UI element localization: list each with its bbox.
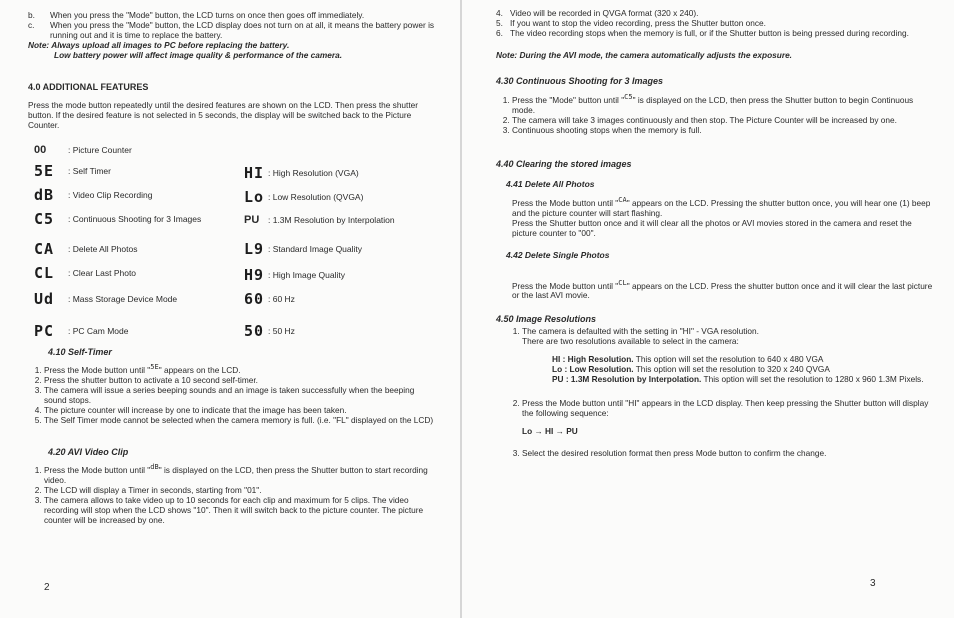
legend-item [244, 164, 359, 182]
list-item [28, 20, 438, 40]
legend-item [34, 240, 137, 258]
resolution-list-2 [496, 398, 934, 418]
legend-item [34, 162, 111, 180]
legend-label: : 50 Hz [268, 326, 295, 336]
section-intro: Press the mode button repeatedly until the desired features are shown on the LCD. Then press the shutter button. If the desired feature is not selected in 5 seconds, the display will be switched back to the Picture Counter. [28, 100, 419, 130]
subsection-title: 4.41 Delete All Photos [506, 178, 595, 189]
avi-list [28, 462, 438, 525]
section-title: 4.50 Image Resolutions [496, 314, 597, 325]
option-name: PU : 1.3M Resolution by Interpolation. [552, 374, 702, 385]
resolution-options [496, 354, 934, 384]
lcd-symbol: C5 [624, 93, 633, 101]
legend-item [34, 186, 152, 204]
delete-all-text [496, 195, 934, 218]
lcd-symbol: 00 [34, 144, 47, 156]
list-text: Press the "Mode" button until " [512, 94, 625, 105]
legend-label: : Mass Storage Device Mode [68, 294, 178, 304]
legend-label: : 1.3M Resolution by Interpolation [268, 215, 395, 225]
list-item: 3. Continuous shooting stops when the memory is full. [512, 125, 934, 135]
legend-item [34, 290, 177, 308]
option-name: HI : High Resolution. [552, 354, 634, 365]
section-title: 4.30 Continuous Shooting for 3 Images [496, 76, 664, 86]
lcd-symbol: dB [150, 462, 159, 471]
lcd-symbol: Lo [244, 188, 265, 206]
legend-label: : Picture Counter [68, 145, 132, 155]
list-item: 2. Press the Mode button until "HI" appears in the LCD display. Then keep pressing the Shutter button will display the following sequence: [522, 398, 934, 418]
legend-item [244, 266, 345, 284]
subsection-title: 4.42 Delete Single Photos [506, 249, 610, 260]
page-number: 2 [44, 582, 50, 593]
legend-item [244, 290, 295, 308]
battery-list [28, 10, 438, 40]
list-text: The camera is defaulted with the setting in "HI" - VGA resolution. [522, 326, 759, 337]
legend-item [244, 322, 295, 340]
lcd-symbol: PC [34, 322, 55, 340]
list-text: When you press the "Mode" button, the LCD display does not turn on at all, it means the battery power is running out and it is time to replace the battery. [50, 20, 435, 40]
list-item [512, 92, 934, 115]
list-marker: c. [28, 20, 35, 30]
avi-continued-list [496, 8, 934, 38]
list-item: 2. The camera will take 3 images continuously and then stop. The Picture Counter will be increased by one. [512, 115, 934, 125]
option-name: Lo : Low Resolution. [552, 364, 634, 375]
legend-label: : High Resolution (VGA) [268, 168, 359, 178]
continuous-list [496, 92, 934, 135]
list-item: 3. Select the desired resolution format then press Mode button to confirm the change. [522, 448, 934, 458]
self-timer-list [28, 362, 438, 425]
list-text: " appears on the LCD. [158, 364, 241, 375]
list-item: 2. The LCD will display a Timer in seconds, starting from "01". [44, 485, 438, 495]
lcd-symbol: 5E [150, 363, 159, 371]
legend-label: : High Image Quality [268, 270, 346, 280]
mode-sequence: Lo → HI → PU [522, 426, 578, 437]
lcd-symbol: PU [244, 214, 260, 226]
legend-label: : Self Timer [68, 166, 111, 176]
resolution-option [552, 374, 934, 384]
resolution-option [552, 364, 934, 374]
list-item: 4. The picture counter will increase by one to indicate that the image has been taken. [44, 405, 438, 415]
list-text: When you press the "Mode" button, the LCD turns on once then goes off immediately. [50, 10, 365, 20]
delete-single-text [496, 278, 934, 301]
option-text: This option will set the resolution to 320 x 240 QVGA [635, 364, 830, 375]
lcd-symbol: CA [618, 195, 627, 204]
list-text: Press the Mode button until " [44, 364, 151, 375]
lcd-symbol: 50 [244, 322, 265, 340]
lcd-symbol: 5E [34, 162, 55, 180]
legend-item [244, 188, 363, 206]
legend-label: : Standard Image Quality [268, 244, 363, 254]
lcd-legend [28, 138, 438, 343]
lcd-symbol: CA [34, 240, 55, 258]
list-item: 2. Press the shutter button to activate a 10 second self-timer. [44, 375, 438, 385]
list-text: The video recording stops when the memory is full, or if the Shutter button is being pressed during recording. [510, 28, 909, 38]
list-item [44, 462, 438, 485]
paragraph-text: Press the Mode button until " [512, 197, 619, 208]
paragraph-text: " appears on the LCD. Press the shutter button once and it will clear the last picture or the last AVI movie. [512, 280, 933, 301]
lcd-symbol: H9 [244, 266, 265, 284]
legend-item [244, 214, 395, 226]
lcd-symbol: C5 [34, 210, 55, 228]
legend-label: : Delete All Photos [68, 244, 138, 254]
battery-note: Note: Always upload all images to PC before replacing the battery. [28, 40, 290, 50]
list-marker: 4. [496, 8, 503, 18]
lcd-symbol: dB [34, 186, 55, 204]
list-item [28, 10, 438, 20]
list-item: 3. The camera allows to take video up to 10 seconds for each clip and maximum for 5 clips. The video recording will stop when the LCD shows "10". Then it will switch back to the picture counter. The picture counter will be increased by one. [44, 495, 438, 525]
resolution-list-3 [496, 448, 934, 458]
legend-label: : Low Resolution (QVGA) [268, 192, 364, 202]
section-title: 4.20 AVI Video Clip [48, 446, 129, 457]
list-item [496, 28, 934, 38]
resolution-list [496, 326, 934, 346]
legend-item [34, 144, 132, 156]
lcd-symbol: 60 [244, 290, 265, 308]
list-item: 3. The camera will issue a series beeping sounds and an image is taken successfully when the beeping sound stops. [44, 385, 438, 405]
section-title: 4.10 Self-Timer [48, 347, 112, 357]
section-title: 4.0 ADDITIONAL FEATURES [28, 82, 149, 92]
legend-item [244, 240, 362, 258]
legend-item [34, 322, 128, 340]
list-text: Press the Mode button until " [44, 464, 151, 475]
list-marker: 6. [496, 28, 503, 38]
legend-label: : Clear Last Photo [68, 268, 137, 278]
section-title: 4.40 Clearing the stored images [496, 158, 632, 169]
battery-note-2: Low battery power will affect image quality & performance of the camera. [54, 50, 343, 60]
legend-label: : Continuous Shooting for 3 Images [68, 214, 202, 224]
avi-note: Note: During the AVI mode, the camera automatically adjusts the exposure. [496, 50, 792, 60]
option-text: This option will set the resolution to 640 x 480 VGA [635, 354, 824, 365]
page-fold [460, 0, 462, 618]
list-item [496, 8, 934, 18]
legend-item [34, 264, 136, 282]
list-text: Video will be recorded in QVGA format (320 x 240). [510, 8, 699, 18]
list-text: There are two resolutions available to select in the camera: [522, 336, 739, 347]
lcd-symbol: L9 [244, 240, 265, 258]
legend-item [34, 210, 201, 228]
legend-label: : Video Clip Recording [68, 190, 153, 200]
list-text: " is displayed on the LCD, then press the Shutter button to start recording video. [44, 464, 428, 485]
list-item [44, 362, 438, 375]
lcd-symbol: CL [34, 264, 55, 282]
lcd-symbol: Ud [34, 290, 55, 308]
left-page [0, 0, 458, 618]
paragraph-text: " appears on the LCD. Pressing the shutter button once, you will hear one (1) beep and the picture counter will start flashing. [512, 197, 931, 218]
lcd-symbol: HI [244, 164, 265, 182]
list-item [522, 326, 934, 346]
paragraph-text: Press the Mode button until " [512, 280, 619, 291]
page-number: 3 [870, 578, 876, 589]
lcd-symbol: CL [618, 278, 627, 287]
legend-label: : PC Cam Mode [68, 326, 129, 336]
delete-all-text-2: Press the Shutter button once and it will clear all the photos or AVI movies stored in the camera and reset the picture counter to "00". [512, 217, 912, 238]
resolution-option [552, 354, 934, 364]
list-marker: 5. [496, 18, 503, 28]
right-page [466, 0, 954, 618]
list-item: 5. The Self Timer mode cannot be selected when the camera memory is full. (i.e. "FL" displayed on the LCD) [44, 415, 438, 425]
list-marker: b. [28, 10, 35, 20]
list-item [496, 18, 934, 28]
option-text: This option will set the resolution to 1280 x 960 1.3M Pixels. [703, 374, 924, 385]
legend-label: : 60 Hz [268, 294, 295, 304]
list-text: " is displayed on the LCD, then press the Shutter button to begin Continuous mode. [512, 94, 914, 115]
list-text: If you want to stop the video recording, press the Shutter button once. [510, 18, 766, 28]
